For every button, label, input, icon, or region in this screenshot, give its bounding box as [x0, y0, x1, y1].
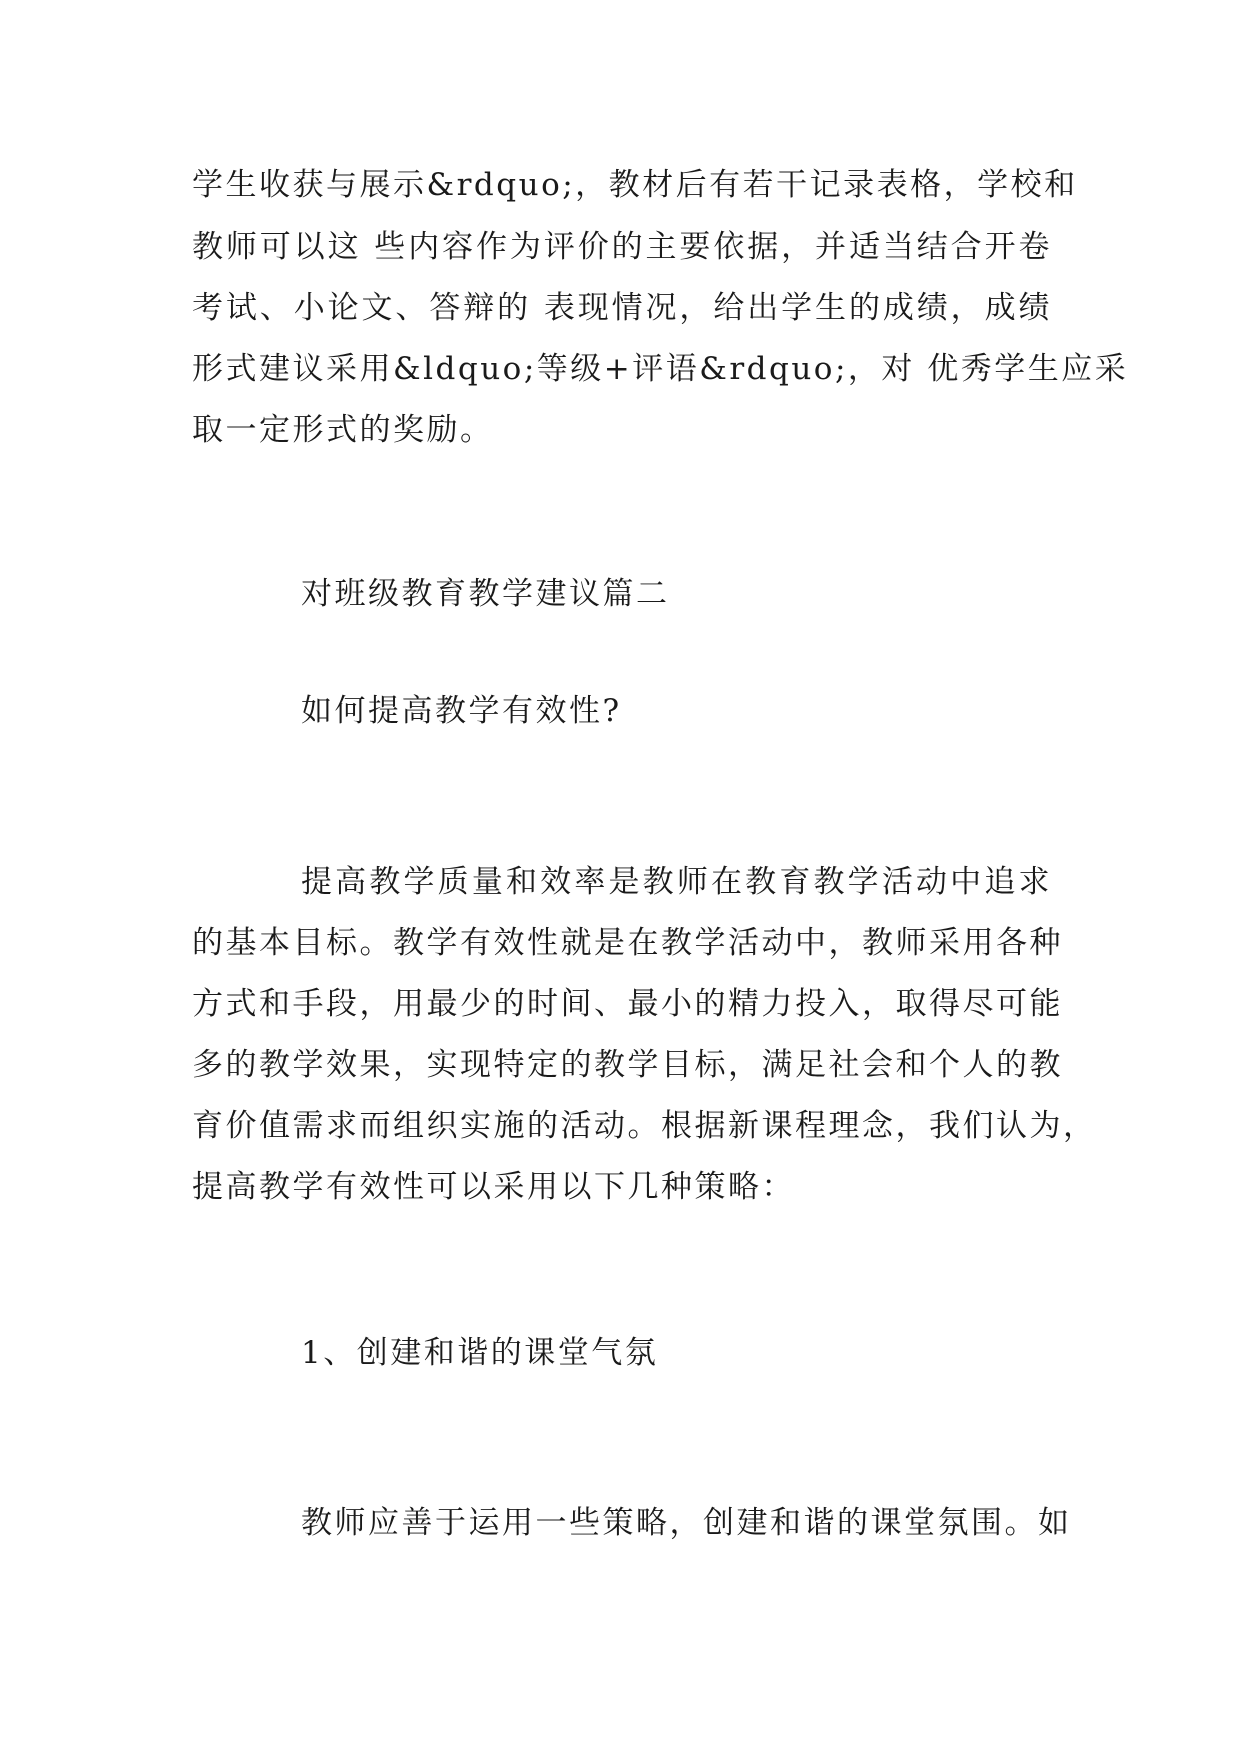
paragraph-line: 的基本目标。教学有效性就是在教学活动中，教师采用各种	[192, 925, 1063, 961]
paragraph-line: 考试、小论文、答辩的 表现情况，给出学生的成绩，成绩	[192, 290, 1052, 326]
paragraph-line: 形式建议采用&ldquo;等级+评语&rdquo;，对 优秀学生应采	[192, 351, 1129, 387]
strategy-heading: 1、创建和谐的课堂气氛	[301, 1335, 659, 1371]
paragraph-line: 学生收获与展示&rdquo;，教材后有若干记录表格，学校和	[192, 167, 1078, 203]
paragraph-line: 方式和手段，用最少的时间、最小的精力投入，取得尽可能	[192, 986, 1063, 1022]
paragraph-line: 取一定形式的奖励。	[192, 412, 494, 448]
paragraph-line: 多的教学效果，实现特定的教学目标，满足社会和个人的教	[192, 1047, 1063, 1083]
question-heading: 如何提高教学有效性?	[301, 693, 622, 729]
paragraph-line: 教师应善于运用一些策略，创建和谐的课堂氛围。如	[301, 1505, 1072, 1541]
section-heading: 对班级教育教学建议篇二	[301, 576, 670, 612]
paragraph-line: 提高教学有效性可以采用以下几种策略：	[192, 1169, 795, 1205]
paragraph-line: 提高教学质量和效率是教师在教育教学活动中追求	[301, 864, 1052, 900]
paragraph-line: 育价值需求而组织实施的活动。根据新课程理念，我们认为，	[192, 1108, 1097, 1144]
paragraph-line: 教师可以这 些内容作为评价的主要依据，并适当结合开卷	[192, 229, 1052, 265]
